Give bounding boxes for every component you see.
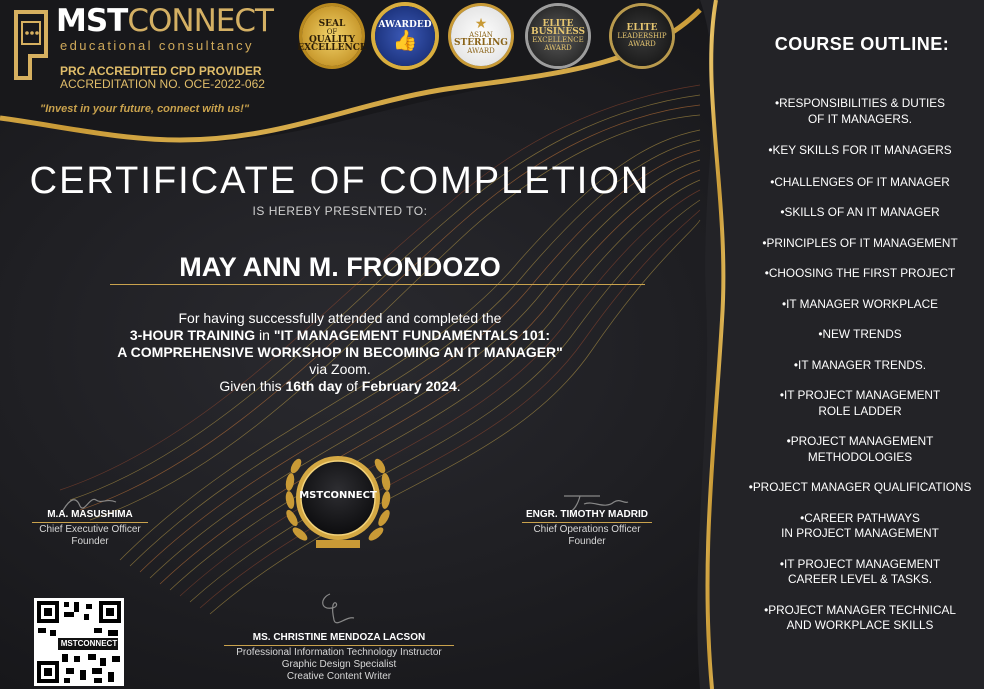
signatory-right-role2: Founder	[568, 536, 606, 547]
outline-item: •PROJECT MANAGER TECHNICAL AND WORKPLACE SKILLS	[764, 602, 956, 632]
signature-line	[522, 522, 652, 523]
laurel-seal-icon	[276, 440, 400, 564]
course-outline-list	[732, 96, 984, 634]
signatory-left-role2: Founder	[71, 536, 109, 547]
given-date: February 2024	[361, 378, 457, 394]
signatory-bottom-role1: Professional Information Technology Instructor	[236, 647, 442, 658]
outline-item: •CHALLENGES OF IT MANAGER	[770, 174, 950, 189]
badge-text: SEAL	[318, 19, 346, 29]
body-connector: in	[255, 327, 274, 343]
outline-item: •IT PROJECT MANAGEMENT ROLE LADDER	[779, 388, 941, 418]
awarded-badge	[375, 6, 435, 66]
elite-business-badge	[528, 6, 588, 66]
outline-item: •CHOOSING THE FIRST PROJECT	[764, 266, 956, 280]
course-outline-title: COURSE OUTLINE:	[774, 34, 950, 54]
badge-text: ELITE	[626, 23, 658, 33]
signatory-left-name: M.A. MASUSHIMA	[47, 509, 133, 520]
outline-item: •PROJECT MANAGEMENT METHODOLOGIES	[786, 434, 934, 464]
body-line2	[0, 327, 680, 344]
signatory-right-name: ENGR. TIMOTHY MADRID	[525, 509, 649, 520]
outline-item: •KEY SKILLS FOR IT MANAGERS	[768, 143, 952, 157]
star-icon: ★	[474, 16, 488, 32]
certificate-body	[0, 310, 680, 395]
given-day: 16th day	[285, 378, 343, 394]
outline-item: •PROJECT MANAGER QUALIFICATIONS	[748, 480, 972, 494]
signatory-left-role1: Chief Executive Officer	[39, 524, 141, 535]
signatory-bottom	[214, 632, 464, 683]
badge-text: ELITE	[542, 19, 574, 29]
given-date-line	[0, 378, 680, 395]
certificate-title: CERTIFICATE OF COMPLETION	[29, 160, 651, 202]
signatory-right	[512, 509, 662, 548]
signatory-right-role1: Chief Operations Officer	[533, 524, 641, 535]
outline-item: •CAREER PATHWAYS IN PROJECT MANAGEMENT	[781, 510, 939, 540]
training-duration: 3-HOUR TRAINING	[129, 327, 256, 343]
brand-name	[56, 4, 273, 38]
badge-text: AWARD	[467, 47, 495, 55]
signatory-bottom-role2: Graphic Design Specialist	[281, 659, 397, 670]
qr-label: MSTCONNECT	[60, 639, 118, 648]
tagline: "Invest in your future, connect with us!"	[40, 103, 250, 115]
elite-leadership-badge	[612, 6, 672, 66]
course-title-part1: "IT MANAGEMENT FUNDAMENTALS 101:	[273, 327, 551, 343]
seal-brand: MSTCONNECT	[299, 490, 377, 501]
signature-line	[224, 645, 454, 646]
thumbs-up-icon: 👍	[392, 28, 418, 52]
accreditation-line1: PRC ACCREDITED CPD PROVIDER	[60, 64, 262, 78]
badge-text: ASIAN	[469, 31, 493, 39]
brand-logo-icon	[10, 8, 52, 84]
outline-item: •SKILLS OF AN IT MANAGER	[780, 205, 940, 219]
signatory-bottom-role3: Creative Content Writer	[286, 671, 392, 682]
recipient-underline	[110, 284, 645, 285]
brand-subtitle: educational consultancy	[60, 38, 254, 53]
badge-text: AWARD	[628, 40, 656, 48]
qr-code	[34, 598, 124, 686]
badge-text: BUSINESS	[530, 27, 586, 37]
badge-text: AWARDED	[378, 20, 432, 30]
body-line4: via Zoom.	[309, 361, 371, 377]
seal-quality-excellence-badge	[297, 6, 367, 66]
badge-text: QUALITY EXCELLENCE	[297, 35, 367, 53]
signature-line	[32, 522, 148, 523]
given-end: .	[456, 378, 461, 394]
signatory-bottom-name: MS. CHRISTINE MENDOZA LACSON	[252, 632, 426, 643]
outline-item: •IT MANAGER WORKPLACE	[782, 296, 938, 311]
outline-item: •NEW TRENDS	[818, 327, 902, 341]
given-mid: of	[342, 378, 362, 394]
signature-lacson-icon	[310, 590, 360, 630]
given-pre: Given this	[219, 378, 286, 394]
outline-item: •PRINCIPLES OF IT MANAGEMENT	[762, 235, 958, 250]
badge-text: EXCELLENCE AWARD	[532, 36, 584, 52]
asian-sterling-award-badge	[451, 6, 511, 66]
course-title-part2: A COMPREHENSIVE WORKSHOP IN BECOMING AN IT MANAGER"	[117, 344, 563, 360]
recipient-name: MAY ANN M. FRONDOZO	[179, 252, 501, 282]
brand-bold: MST	[56, 3, 128, 39]
body-line3	[0, 344, 680, 361]
body-line1: For having successfully attended and completed the	[178, 310, 502, 326]
outline-item: •IT MANAGER TRENDS.	[793, 357, 927, 372]
signatory-left	[20, 509, 160, 548]
presented-to-label: IS HEREBY PRESENTED TO:	[252, 204, 428, 218]
brand-thin: CONNECT	[127, 3, 273, 39]
accreditation-line2: ACCREDITATION NO. OCE-2022-062	[60, 77, 265, 91]
outline-item: •RESPONSIBILITIES & DUTIES OF IT MANAGERS.	[775, 96, 945, 126]
badge-text: OF	[326, 28, 338, 36]
outline-item: •IT PROJECT MANAGEMENT CAREER LEVEL & TASKS.	[779, 556, 941, 586]
badge-text: STERLING	[454, 38, 508, 48]
badge-text: LEADERSHIP	[617, 32, 667, 40]
